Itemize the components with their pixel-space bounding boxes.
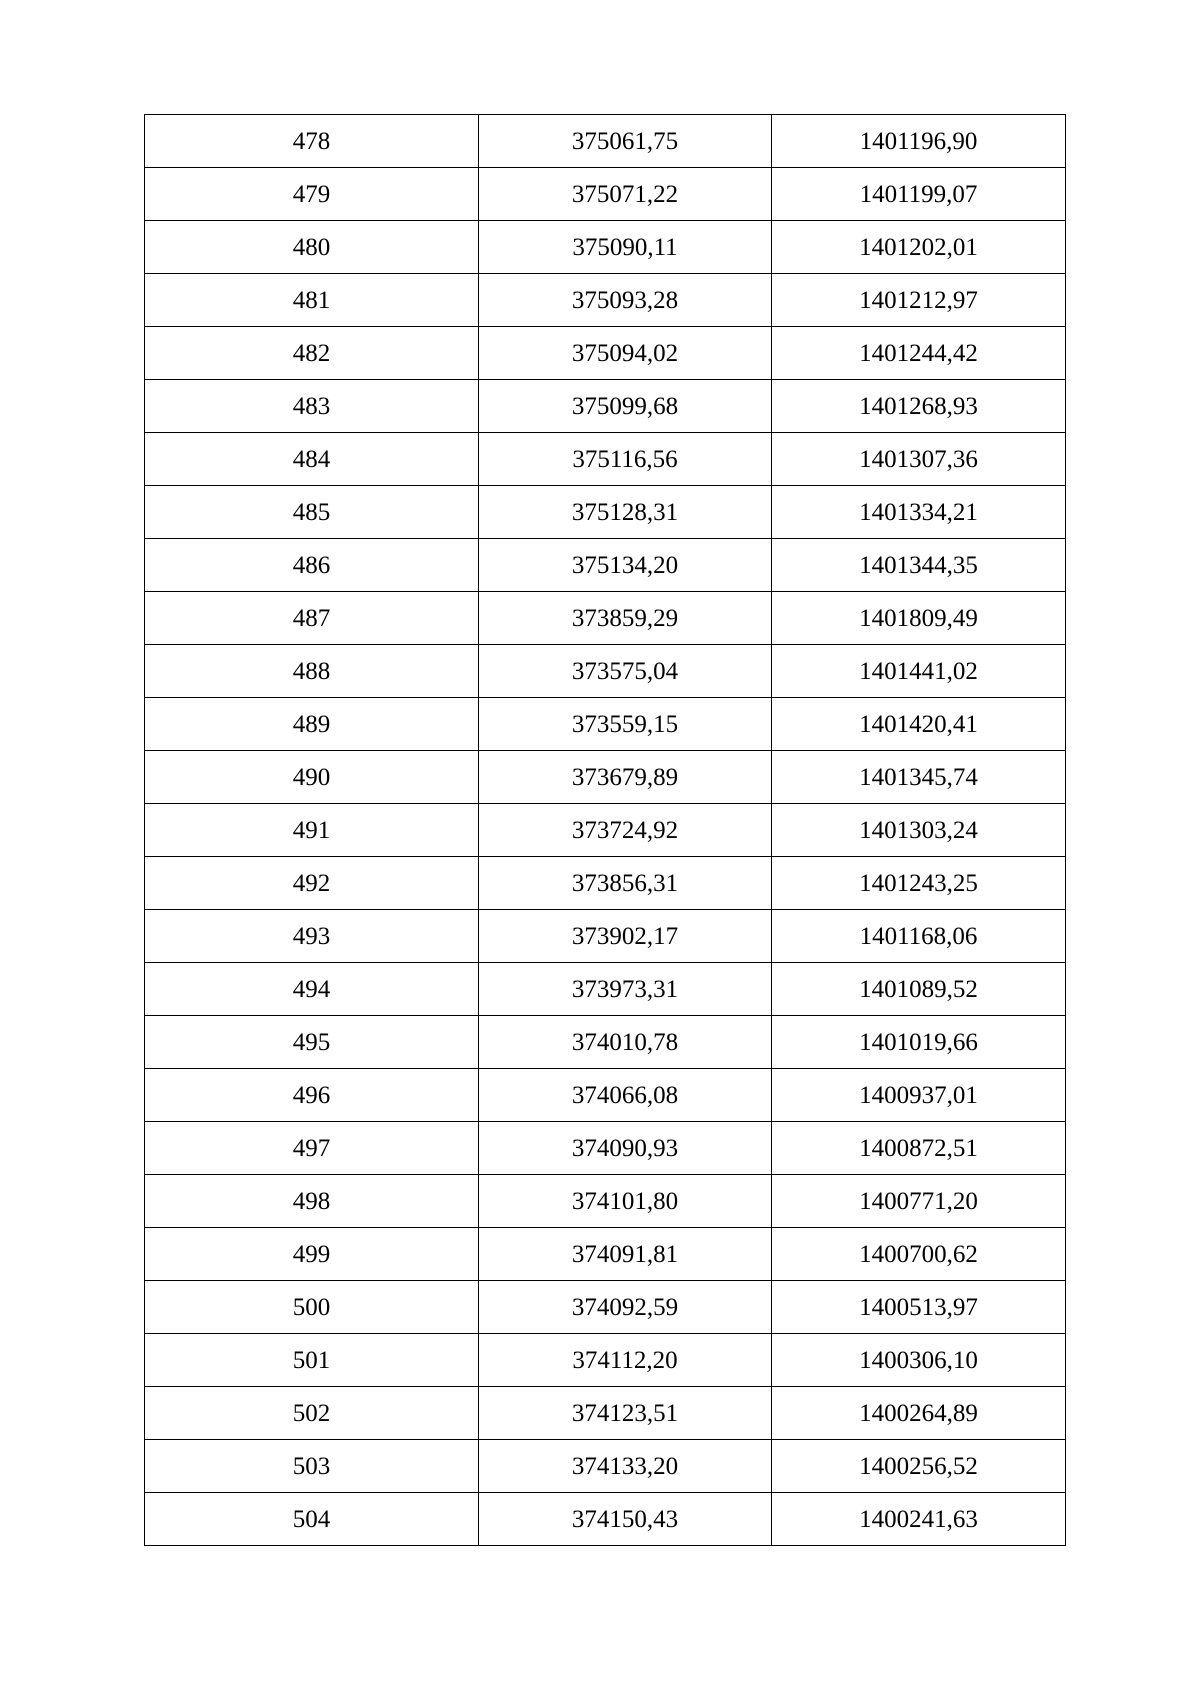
- table-row: [145, 433, 1066, 486]
- point-number-cell: 483: [145, 380, 479, 433]
- x-coordinate-cell: 375071,22: [479, 168, 772, 221]
- point-number-cell: 482: [145, 327, 479, 380]
- point-number-cell: 489: [145, 698, 479, 751]
- y-coordinate-cell: 1401268,93: [772, 380, 1066, 433]
- y-coordinate-cell: 1400241,63: [772, 1493, 1066, 1546]
- y-coordinate-cell: 1400872,51: [772, 1122, 1066, 1175]
- point-number-cell: 501: [145, 1334, 479, 1387]
- y-coordinate-cell: 1400513,97: [772, 1281, 1066, 1334]
- y-coordinate-cell: 1401196,90: [772, 115, 1066, 168]
- point-number-cell: 495: [145, 1016, 479, 1069]
- table-row: [145, 1334, 1066, 1387]
- y-coordinate-cell: 1401199,07: [772, 168, 1066, 221]
- x-coordinate-cell: 374091,81: [479, 1228, 772, 1281]
- point-number-cell: 484: [145, 433, 479, 486]
- table-row: [145, 1281, 1066, 1334]
- table-row: [145, 751, 1066, 804]
- point-number-cell: 479: [145, 168, 479, 221]
- point-number-cell: 480: [145, 221, 479, 274]
- coordinates-table: [144, 114, 1066, 1546]
- y-coordinate-cell: 1400937,01: [772, 1069, 1066, 1122]
- y-coordinate-cell: 1401334,21: [772, 486, 1066, 539]
- point-number-cell: 490: [145, 751, 479, 804]
- y-coordinate-cell: 1400700,62: [772, 1228, 1066, 1281]
- x-coordinate-cell: 375094,02: [479, 327, 772, 380]
- y-coordinate-cell: 1401441,02: [772, 645, 1066, 698]
- point-number-cell: 499: [145, 1228, 479, 1281]
- table-row: [145, 486, 1066, 539]
- y-coordinate-cell: 1401089,52: [772, 963, 1066, 1016]
- x-coordinate-cell: 373859,29: [479, 592, 772, 645]
- x-coordinate-cell: 373724,92: [479, 804, 772, 857]
- table-row: [145, 963, 1066, 1016]
- x-coordinate-cell: 375134,20: [479, 539, 772, 592]
- y-coordinate-cell: 1400306,10: [772, 1334, 1066, 1387]
- table-row: [145, 1016, 1066, 1069]
- table-row: [145, 1228, 1066, 1281]
- y-coordinate-cell: 1401244,42: [772, 327, 1066, 380]
- y-coordinate-cell: 1400771,20: [772, 1175, 1066, 1228]
- x-coordinate-cell: 375090,11: [479, 221, 772, 274]
- x-coordinate-cell: 373559,15: [479, 698, 772, 751]
- y-coordinate-cell: 1401420,41: [772, 698, 1066, 751]
- x-coordinate-cell: 373575,04: [479, 645, 772, 698]
- x-coordinate-cell: 374092,59: [479, 1281, 772, 1334]
- y-coordinate-cell: 1401809,49: [772, 592, 1066, 645]
- y-coordinate-cell: 1400264,89: [772, 1387, 1066, 1440]
- table-row: [145, 115, 1066, 168]
- x-coordinate-cell: 375061,75: [479, 115, 772, 168]
- point-number-cell: 492: [145, 857, 479, 910]
- table-row: [145, 1387, 1066, 1440]
- point-number-cell: 491: [145, 804, 479, 857]
- table-row: [145, 1440, 1066, 1493]
- y-coordinate-cell: 1401307,36: [772, 433, 1066, 486]
- table-row: [145, 1493, 1066, 1546]
- x-coordinate-cell: 374123,51: [479, 1387, 772, 1440]
- table-row: [145, 221, 1066, 274]
- table-row: [145, 804, 1066, 857]
- point-number-cell: 485: [145, 486, 479, 539]
- y-coordinate-cell: 1401168,06: [772, 910, 1066, 963]
- point-number-cell: 497: [145, 1122, 479, 1175]
- y-coordinate-cell: 1401344,35: [772, 539, 1066, 592]
- table-row: [145, 1122, 1066, 1175]
- point-number-cell: 481: [145, 274, 479, 327]
- table-row: [145, 327, 1066, 380]
- x-coordinate-cell: 375128,31: [479, 486, 772, 539]
- y-coordinate-cell: 1401019,66: [772, 1016, 1066, 1069]
- point-number-cell: 504: [145, 1493, 479, 1546]
- y-coordinate-cell: 1400256,52: [772, 1440, 1066, 1493]
- point-number-cell: 498: [145, 1175, 479, 1228]
- x-coordinate-cell: 374090,93: [479, 1122, 772, 1175]
- y-coordinate-cell: 1401243,25: [772, 857, 1066, 910]
- x-coordinate-cell: 373973,31: [479, 963, 772, 1016]
- x-coordinate-cell: 374066,08: [479, 1069, 772, 1122]
- x-coordinate-cell: 373856,31: [479, 857, 772, 910]
- point-number-cell: 494: [145, 963, 479, 1016]
- table-row: [145, 168, 1066, 221]
- point-number-cell: 496: [145, 1069, 479, 1122]
- x-coordinate-cell: 373679,89: [479, 751, 772, 804]
- table-row: [145, 1069, 1066, 1122]
- table-row: [145, 857, 1066, 910]
- table-row: [145, 592, 1066, 645]
- point-number-cell: 486: [145, 539, 479, 592]
- point-number-cell: 502: [145, 1387, 479, 1440]
- point-number-cell: 487: [145, 592, 479, 645]
- table-row: [145, 645, 1066, 698]
- x-coordinate-cell: 375116,56: [479, 433, 772, 486]
- y-coordinate-cell: 1401202,01: [772, 221, 1066, 274]
- point-number-cell: 500: [145, 1281, 479, 1334]
- x-coordinate-cell: 374133,20: [479, 1440, 772, 1493]
- x-coordinate-cell: 375099,68: [479, 380, 772, 433]
- table-row: [145, 274, 1066, 327]
- point-number-cell: 478: [145, 115, 479, 168]
- x-coordinate-cell: 374010,78: [479, 1016, 772, 1069]
- y-coordinate-cell: 1401303,24: [772, 804, 1066, 857]
- x-coordinate-cell: 374150,43: [479, 1493, 772, 1546]
- point-number-cell: 488: [145, 645, 479, 698]
- point-number-cell: 493: [145, 910, 479, 963]
- table-row: [145, 1175, 1066, 1228]
- table-row: [145, 910, 1066, 963]
- table-row: [145, 380, 1066, 433]
- x-coordinate-cell: 375093,28: [479, 274, 772, 327]
- table-row: [145, 698, 1066, 751]
- y-coordinate-cell: 1401212,97: [772, 274, 1066, 327]
- coordinates-table-body: [145, 115, 1066, 1546]
- point-number-cell: 503: [145, 1440, 479, 1493]
- x-coordinate-cell: 374112,20: [479, 1334, 772, 1387]
- y-coordinate-cell: 1401345,74: [772, 751, 1066, 804]
- x-coordinate-cell: 373902,17: [479, 910, 772, 963]
- table-row: [145, 539, 1066, 592]
- x-coordinate-cell: 374101,80: [479, 1175, 772, 1228]
